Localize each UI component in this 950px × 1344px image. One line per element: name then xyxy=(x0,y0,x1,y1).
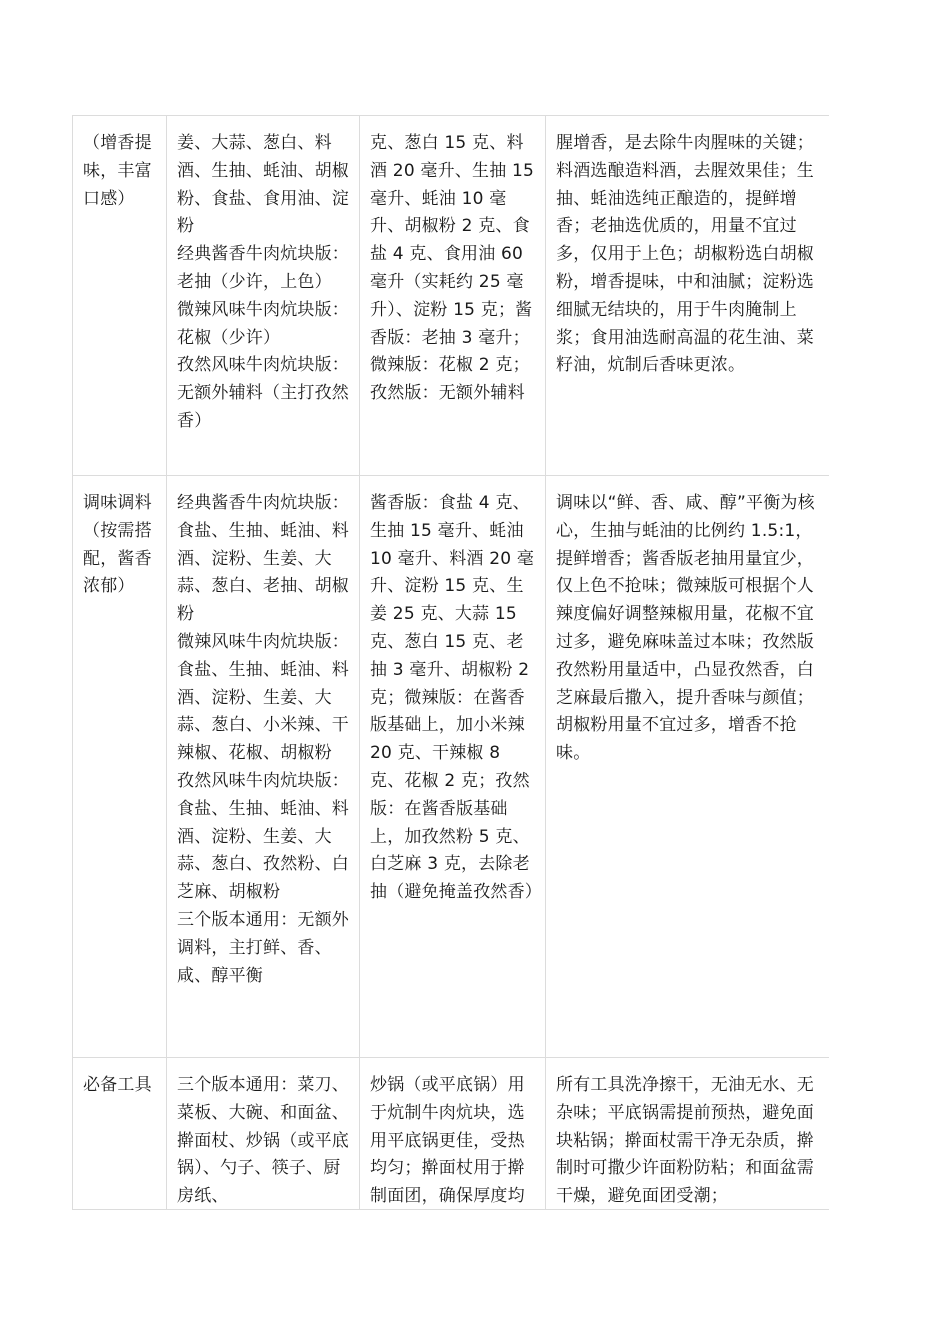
table-row xyxy=(73,476,830,1058)
ingredients-cell: 三个版本通用：菜刀、菜板、大碗、和面盆、擀面杖、炒锅（或平底锅）、勺子、筷子、厨房纸、 xyxy=(167,1058,360,1211)
category-cell: 调味调料（按需搭配，酱香浓郁） xyxy=(73,476,167,1058)
amounts-cell: 酱香版：食盐 4 克、生抽 15 毫升、蚝油 10 毫升、料酒 20 毫升、淀粉 15 克、生姜 25 克、大蒜 15 克、葱白 15 克、老抽 3 毫升、胡椒粉 2 克；微辣版：在酱香版基础上，加小米辣 20 克、干辣椒 8 克、花椒 2 克；孜然版：在酱香版基础上，加孜然粉 5 克、白芝麻 3 克，去除老抽（避免掩盖孜然香） xyxy=(360,476,546,1058)
category-cell: 必备工具 xyxy=(73,1058,167,1211)
amounts-cell: 克、葱白 15 克、料酒 20 毫升、生抽 15 毫升、蚝油 10 毫升、胡椒粉 2 克、食盐 4 克、食用油 60 毫升（实耗约 25 毫升）、淀粉 15 克；酱香版：老抽 3 毫升；微辣版：花椒 2 克；孜然版：无额外辅料 xyxy=(360,116,546,476)
table-viewport xyxy=(72,115,829,1210)
notes-cell: 腥增香，是去除牛肉腥味的关键；料酒选酿造料酒，去腥效果佳；生抽、蚝油选纯正酿造的，提鲜增香；老抽选优质的，用量不宜过多，仅用于上色；胡椒粉选白胡椒粉，增香提味，中和油腻；淀粉选细腻无结块的，用于牛肉腌制上浆；食用油选耐高温的花生油、菜籽油，炕制后香味更浓。 xyxy=(546,116,830,476)
table-row xyxy=(73,116,830,476)
ingredients-cell: 经典酱香牛肉炕块版：食盐、生抽、蚝油、料酒、淀粉、生姜、大蒜、葱白、老抽、胡椒粉 微辣风味牛肉炕块版：食盐、生抽、蚝油、料酒、淀粉、生姜、大蒜、葱白、小米辣、干辣椒、花椒、胡椒粉 孜然风味牛肉炕块版：食盐、生抽、蚝油、料酒、淀粉、生姜、大蒜、葱白、孜然粉、白芝麻、胡椒粉 三个版本通用：无额外调料，主打鲜、香、咸、醇平衡 xyxy=(167,476,360,1058)
table-row xyxy=(73,1058,830,1211)
category-cell: （增香提味，丰富口感） xyxy=(73,116,167,476)
amounts-cell: 炒锅（或平底锅）用于炕制牛肉炕块，选用平底锅更佳，受热均匀；擀面杖用于擀制面团，确保厚度均 xyxy=(360,1058,546,1211)
notes-cell: 调味以“鲜、香、咸、醇”平衡为核心，生抽与蚝油的比例约 1.5:1，提鲜增香；酱香版老抽用量宜少，仅上色不抢味；微辣版可根据个人辣度偏好调整辣椒用量，花椒不宜过多，避免麻味盖过本味；孜然版孜然粉用量适中，凸显孜然香，白芝麻最后撒入，提升香味与颜值；胡椒粉用量不宜过多，增香不抢味。 xyxy=(546,476,830,1058)
recipe-table xyxy=(72,115,829,1210)
notes-cell: 所有工具洗净擦干，无油无水、无杂味；平底锅需提前预热，避免面块粘锅；擀面杖需干净无杂质，擀制时可撒少许面粉防粘；和面盆需干燥，避免面团受潮； xyxy=(546,1058,830,1211)
ingredients-cell: 姜、大蒜、葱白、料酒、生抽、蚝油、胡椒粉、食盐、食用油、淀粉 经典酱香牛肉炕块版：老抽（少许，上色） 微辣风味牛肉炕块版：花椒（少许） 孜然风味牛肉炕块版：无额外辅料（主打孜然香） xyxy=(167,116,360,476)
